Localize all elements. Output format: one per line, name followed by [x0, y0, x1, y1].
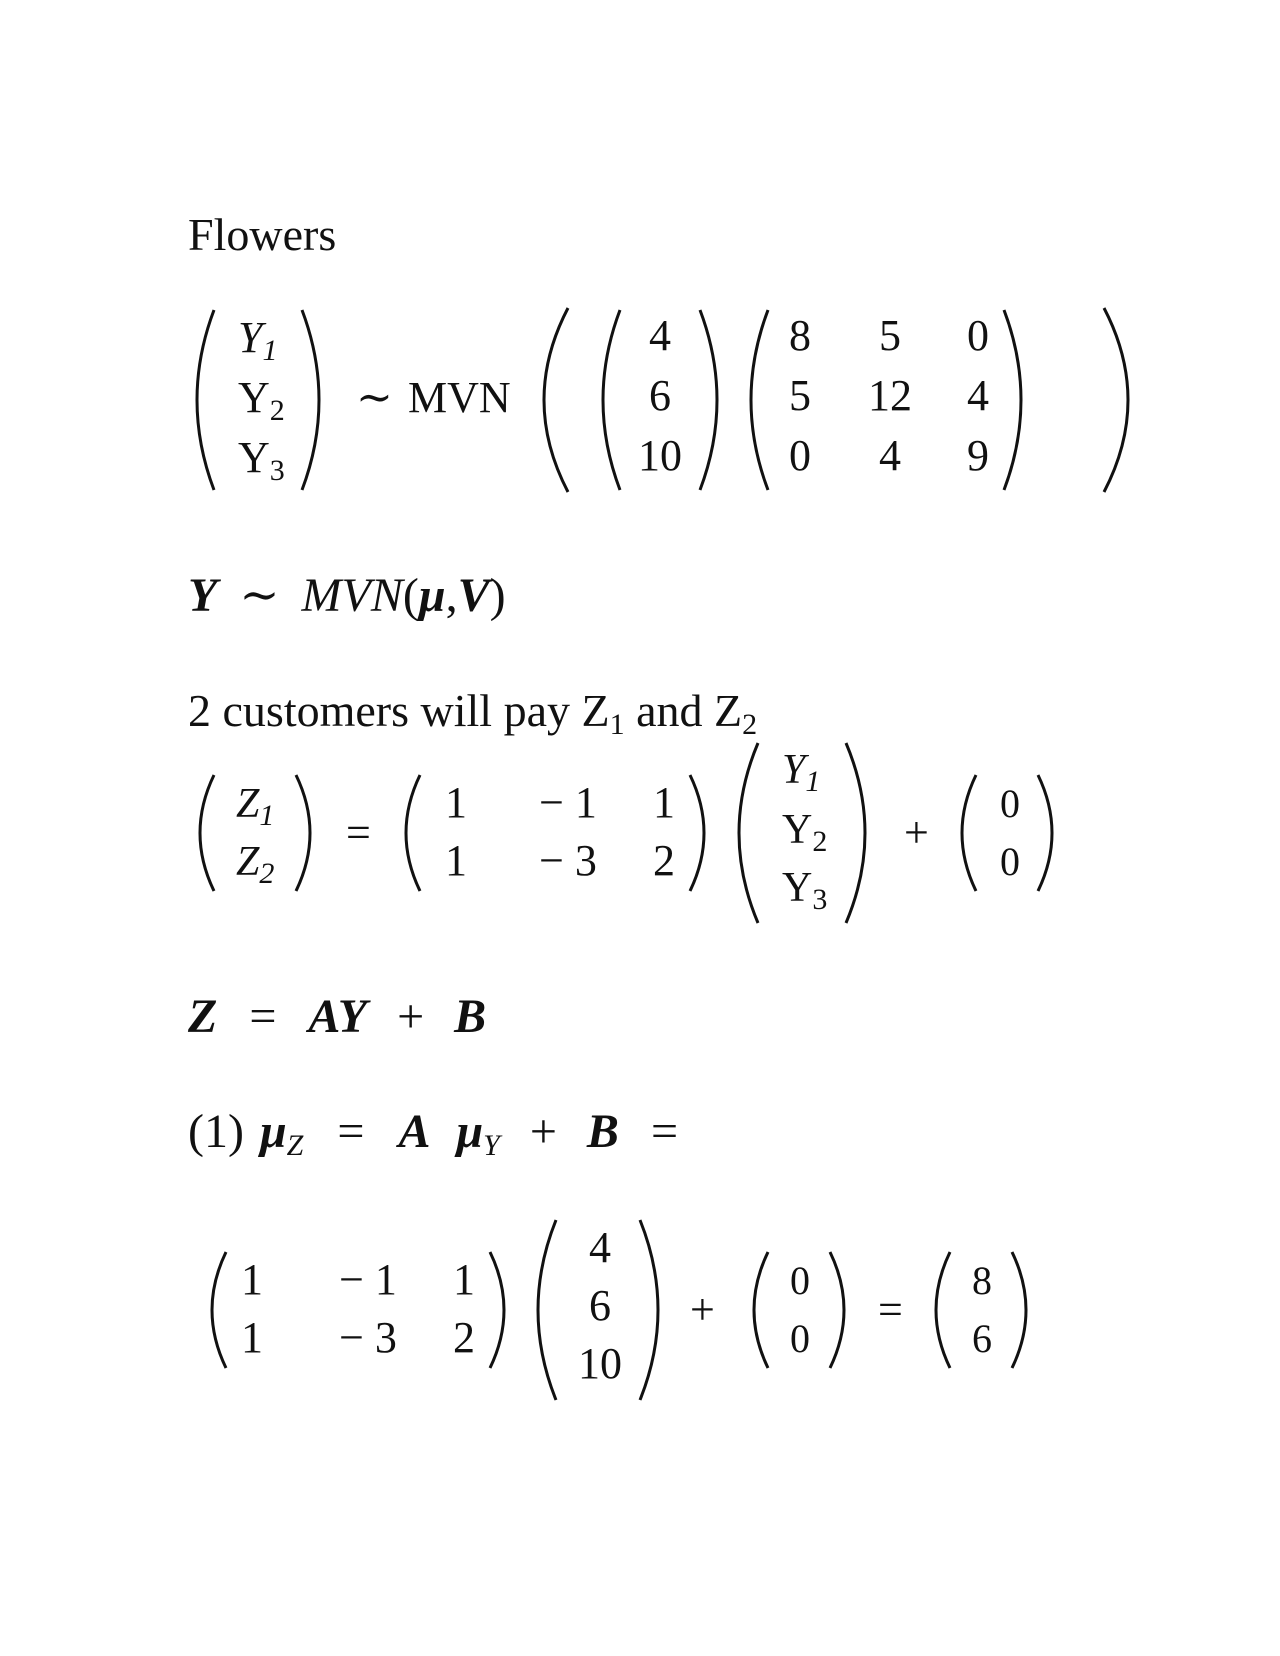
a-cell: 1	[445, 778, 467, 827]
v-cell: 4	[879, 431, 901, 480]
outer-paren-left	[544, 308, 568, 492]
z-paren-left	[200, 775, 214, 891]
b-paren-left	[962, 775, 976, 891]
v-cell: 8	[789, 311, 811, 360]
result-paren-right	[1012, 1252, 1026, 1368]
z1-entry: Z1	[236, 781, 275, 832]
mu-entry-1: 4	[649, 311, 671, 360]
y2-entry: Y2	[782, 807, 828, 858]
a-cell: 1	[241, 1313, 263, 1362]
v-cell: 4	[967, 371, 989, 420]
plus-sign: +	[690, 1285, 715, 1334]
y2-entry: Y2	[238, 373, 285, 427]
customers-text: 2 customers will pay Z1 and Z2	[188, 685, 758, 741]
page-title: Flowers	[188, 209, 337, 260]
b-entry-2: 0	[1000, 839, 1020, 884]
v-cell: 0	[789, 431, 811, 480]
result-entry-1: 8	[972, 1258, 992, 1303]
plus-sign: +	[904, 808, 929, 857]
mu-paren-left	[603, 310, 620, 490]
equation-linear	[0, 980, 1280, 1060]
a-paren-right	[690, 775, 704, 891]
z2-entry: Z2	[236, 839, 275, 890]
v-paren-left	[751, 310, 768, 490]
a-cell: − 3	[339, 1313, 397, 1362]
a-cell: 1	[445, 836, 467, 885]
a-cell: 2	[653, 836, 675, 885]
a-cell: 2	[453, 1313, 475, 1362]
paren-right	[302, 310, 319, 490]
v-cell: 5	[879, 311, 901, 360]
z-paren-right	[296, 775, 310, 891]
paren-left	[197, 310, 214, 490]
mu-entry-3: 10	[638, 431, 682, 480]
b-entry-2: 0	[790, 1316, 810, 1361]
y3-entry: Y3	[782, 865, 828, 916]
linear-equation-text: Z = AY + B	[188, 990, 487, 1043]
y3-entry: Y3	[238, 433, 285, 487]
b-entry-1: 0	[1000, 781, 1020, 826]
y-paren-left	[739, 743, 758, 923]
v-cell: 9	[967, 431, 989, 480]
tilde-symbol: ∼	[356, 373, 393, 422]
a-paren-right	[490, 1252, 504, 1368]
a-cell: 1	[241, 1255, 263, 1304]
a-cell: − 1	[339, 1255, 397, 1304]
mu-entry-2: 6	[589, 1281, 611, 1330]
equals-sign: =	[346, 808, 371, 857]
v-cell: 5	[789, 371, 811, 420]
mu-entry-3: 10	[578, 1339, 622, 1388]
mu-entry-2: 6	[649, 371, 671, 420]
equation-mean-calc	[0, 1210, 1280, 1410]
a-cell: 1	[653, 778, 675, 827]
b-entry-1: 0	[790, 1258, 810, 1303]
a-cell: − 3	[539, 836, 597, 885]
y1-entry: Y1	[238, 313, 278, 367]
v-cell: 12	[868, 371, 912, 420]
b-paren-right	[830, 1252, 844, 1368]
distribution-name: MVN	[408, 373, 511, 422]
equation-distribution	[0, 300, 1280, 510]
mu-paren-right	[640, 1220, 658, 1400]
mean-equation-text: (1) μZ = A μY + B =	[188, 1105, 679, 1162]
equals-sign: =	[878, 1285, 903, 1334]
equation-mean	[0, 1095, 1280, 1175]
mu-entry-1: 4	[589, 1223, 611, 1272]
y1-entry: Y1	[782, 747, 821, 798]
b-paren-right	[1038, 775, 1052, 891]
a-cell: − 1	[539, 778, 597, 827]
equation-compact	[0, 555, 1280, 635]
v-cell: 0	[967, 311, 989, 360]
b-paren-left	[754, 1252, 768, 1368]
outer-paren-right	[1104, 308, 1128, 492]
compact-equation-text: Y ∼ MVN(μ,V)	[188, 569, 506, 622]
a-paren-left	[212, 1252, 226, 1368]
a-cell: 1	[453, 1255, 475, 1304]
a-paren-left	[406, 775, 420, 891]
equation-transform	[0, 735, 1280, 935]
mu-paren-left	[538, 1220, 556, 1400]
mu-paren-right	[700, 310, 717, 490]
y-paren-right	[846, 743, 865, 923]
v-paren-right	[1004, 310, 1021, 490]
result-paren-left	[936, 1252, 950, 1368]
result-entry-2: 6	[972, 1316, 992, 1361]
